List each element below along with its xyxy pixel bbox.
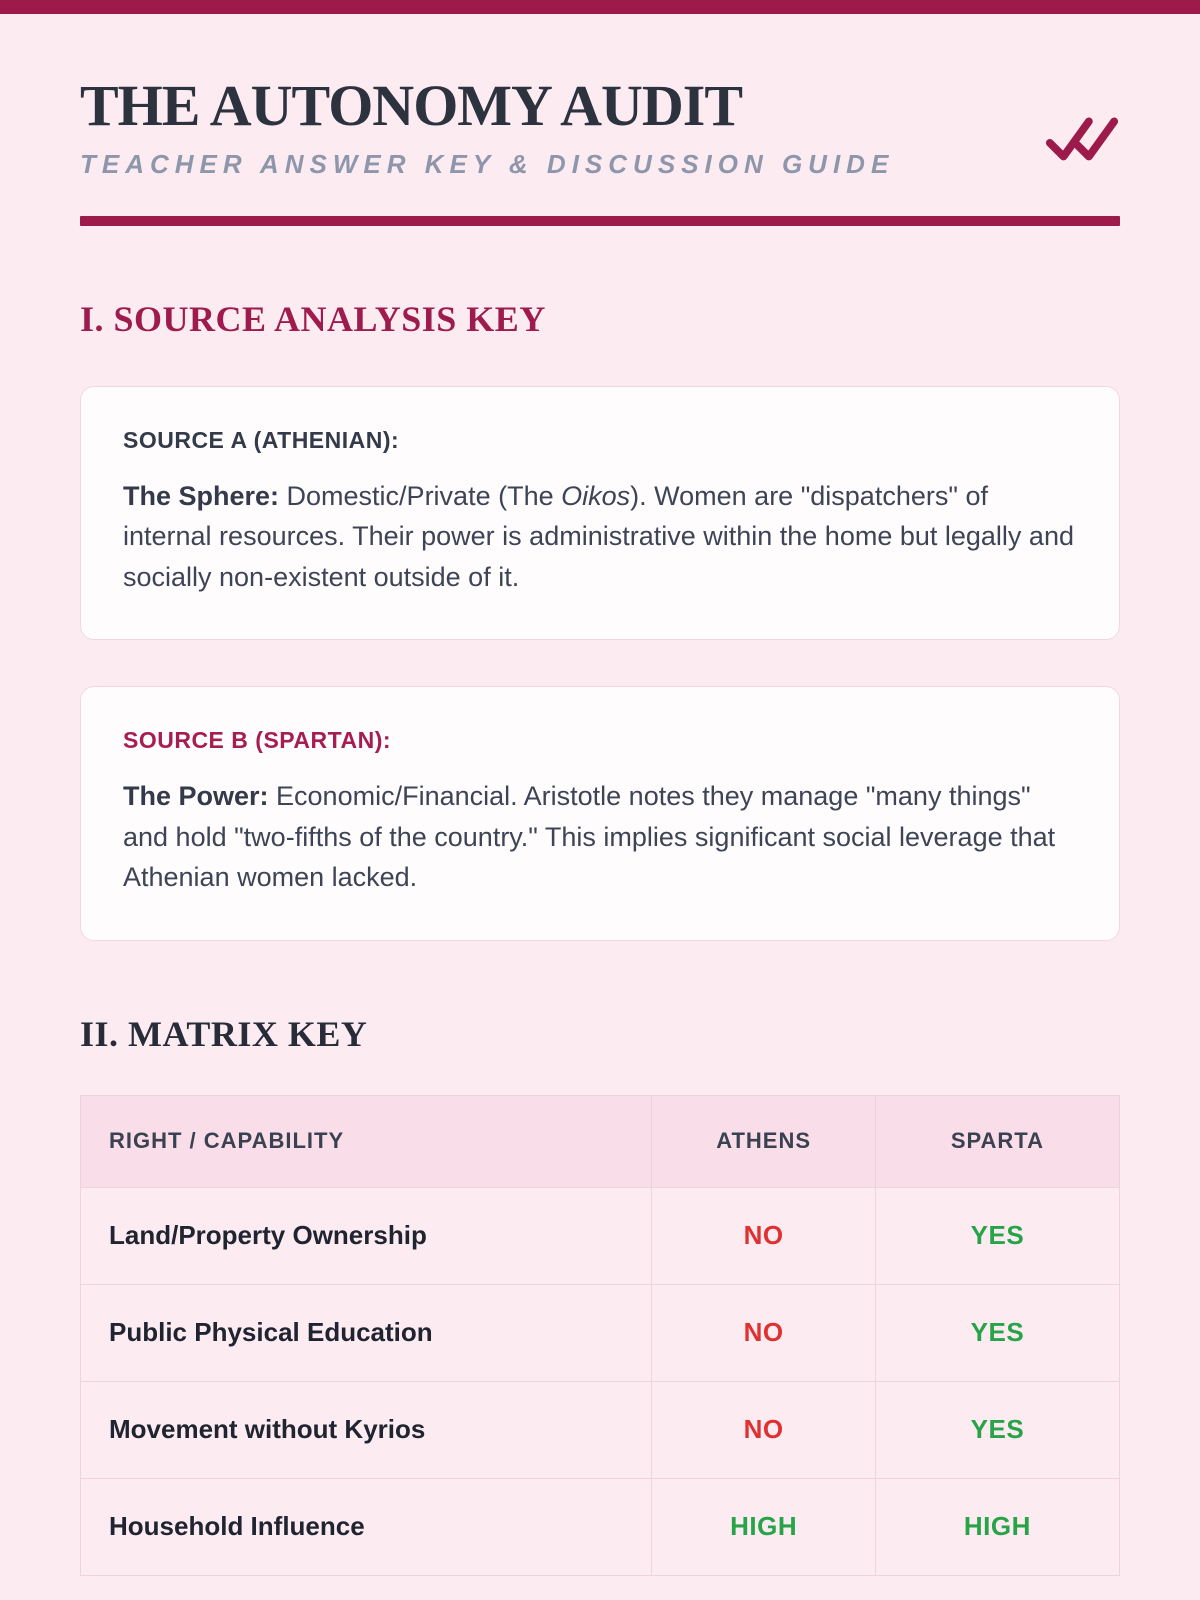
source-b-lead: The Power: <box>123 781 269 812</box>
table-row <box>81 1381 1120 1478</box>
sparta-value: YES <box>875 1381 1119 1478</box>
col-header-sparta: SPARTA <box>875 1095 1119 1187</box>
row-label: Public Physical Education <box>81 1284 652 1381</box>
athens-value: HIGH <box>652 1478 875 1575</box>
table-row <box>81 1187 1120 1284</box>
athens-value: NO <box>652 1187 875 1284</box>
row-label: Household Influence <box>81 1478 652 1575</box>
source-a-text-2: ). Women are "dispatchers" of internal resources. Their power is administrative within the home but legally and socially non-existent outside of it. <box>123 480 1074 592</box>
row-label: Movement without Kyrios <box>81 1381 652 1478</box>
col-header-right-capability: RIGHT / CAPABILITY <box>81 1095 652 1187</box>
table-row <box>81 1478 1120 1575</box>
source-a-label: SOURCE A (ATHENIAN): <box>123 426 400 453</box>
source-a-card <box>80 386 1120 641</box>
source-b-label: SOURCE B (SPARTAN): <box>123 727 392 754</box>
double-check-icon <box>1044 111 1120 172</box>
section-heading-source-analysis: I. SOURCE ANALYSIS KEY <box>80 298 546 339</box>
source-a-text-1: Domestic/Private (The <box>279 480 562 511</box>
source-a-lead: The Sphere: <box>123 480 280 511</box>
source-b-body <box>123 776 1077 898</box>
sparta-value: YES <box>875 1284 1119 1381</box>
col-header-athens: ATHENS <box>652 1095 875 1187</box>
matrix-table-head <box>81 1095 1120 1187</box>
section-heading-matrix-key: II. MATRIX KEY <box>80 1013 368 1054</box>
athens-value: NO <box>652 1381 875 1478</box>
source-a-italic-term: Oikos <box>561 480 631 511</box>
row-label: Land/Property Ownership <box>81 1187 652 1284</box>
matrix-table-body <box>81 1187 1120 1575</box>
sparta-value: YES <box>875 1187 1119 1284</box>
source-b-text: Economic/Financial. Aristotle notes they manage "many things" and hold "two-fifths of the country." This implies significant social leverage that Athenian women lacked. <box>123 781 1056 893</box>
sparta-value: HIGH <box>875 1478 1119 1575</box>
page-header <box>80 73 1120 180</box>
table-row <box>81 1284 1120 1381</box>
athens-value: NO <box>652 1284 875 1381</box>
title-block <box>80 73 895 180</box>
top-accent-bar <box>0 0 1200 14</box>
header-row <box>81 1095 1120 1187</box>
worksheet-page <box>0 73 1200 1576</box>
matrix-table <box>80 1095 1120 1576</box>
source-a-body <box>123 476 1077 598</box>
source-b-card <box>80 686 1120 941</box>
page-subtitle: TEACHER ANSWER KEY & DISCUSSION GUIDE <box>80 148 895 179</box>
page-title: THE AUTONOMY AUDIT <box>80 73 742 138</box>
header-divider <box>80 216 1120 226</box>
